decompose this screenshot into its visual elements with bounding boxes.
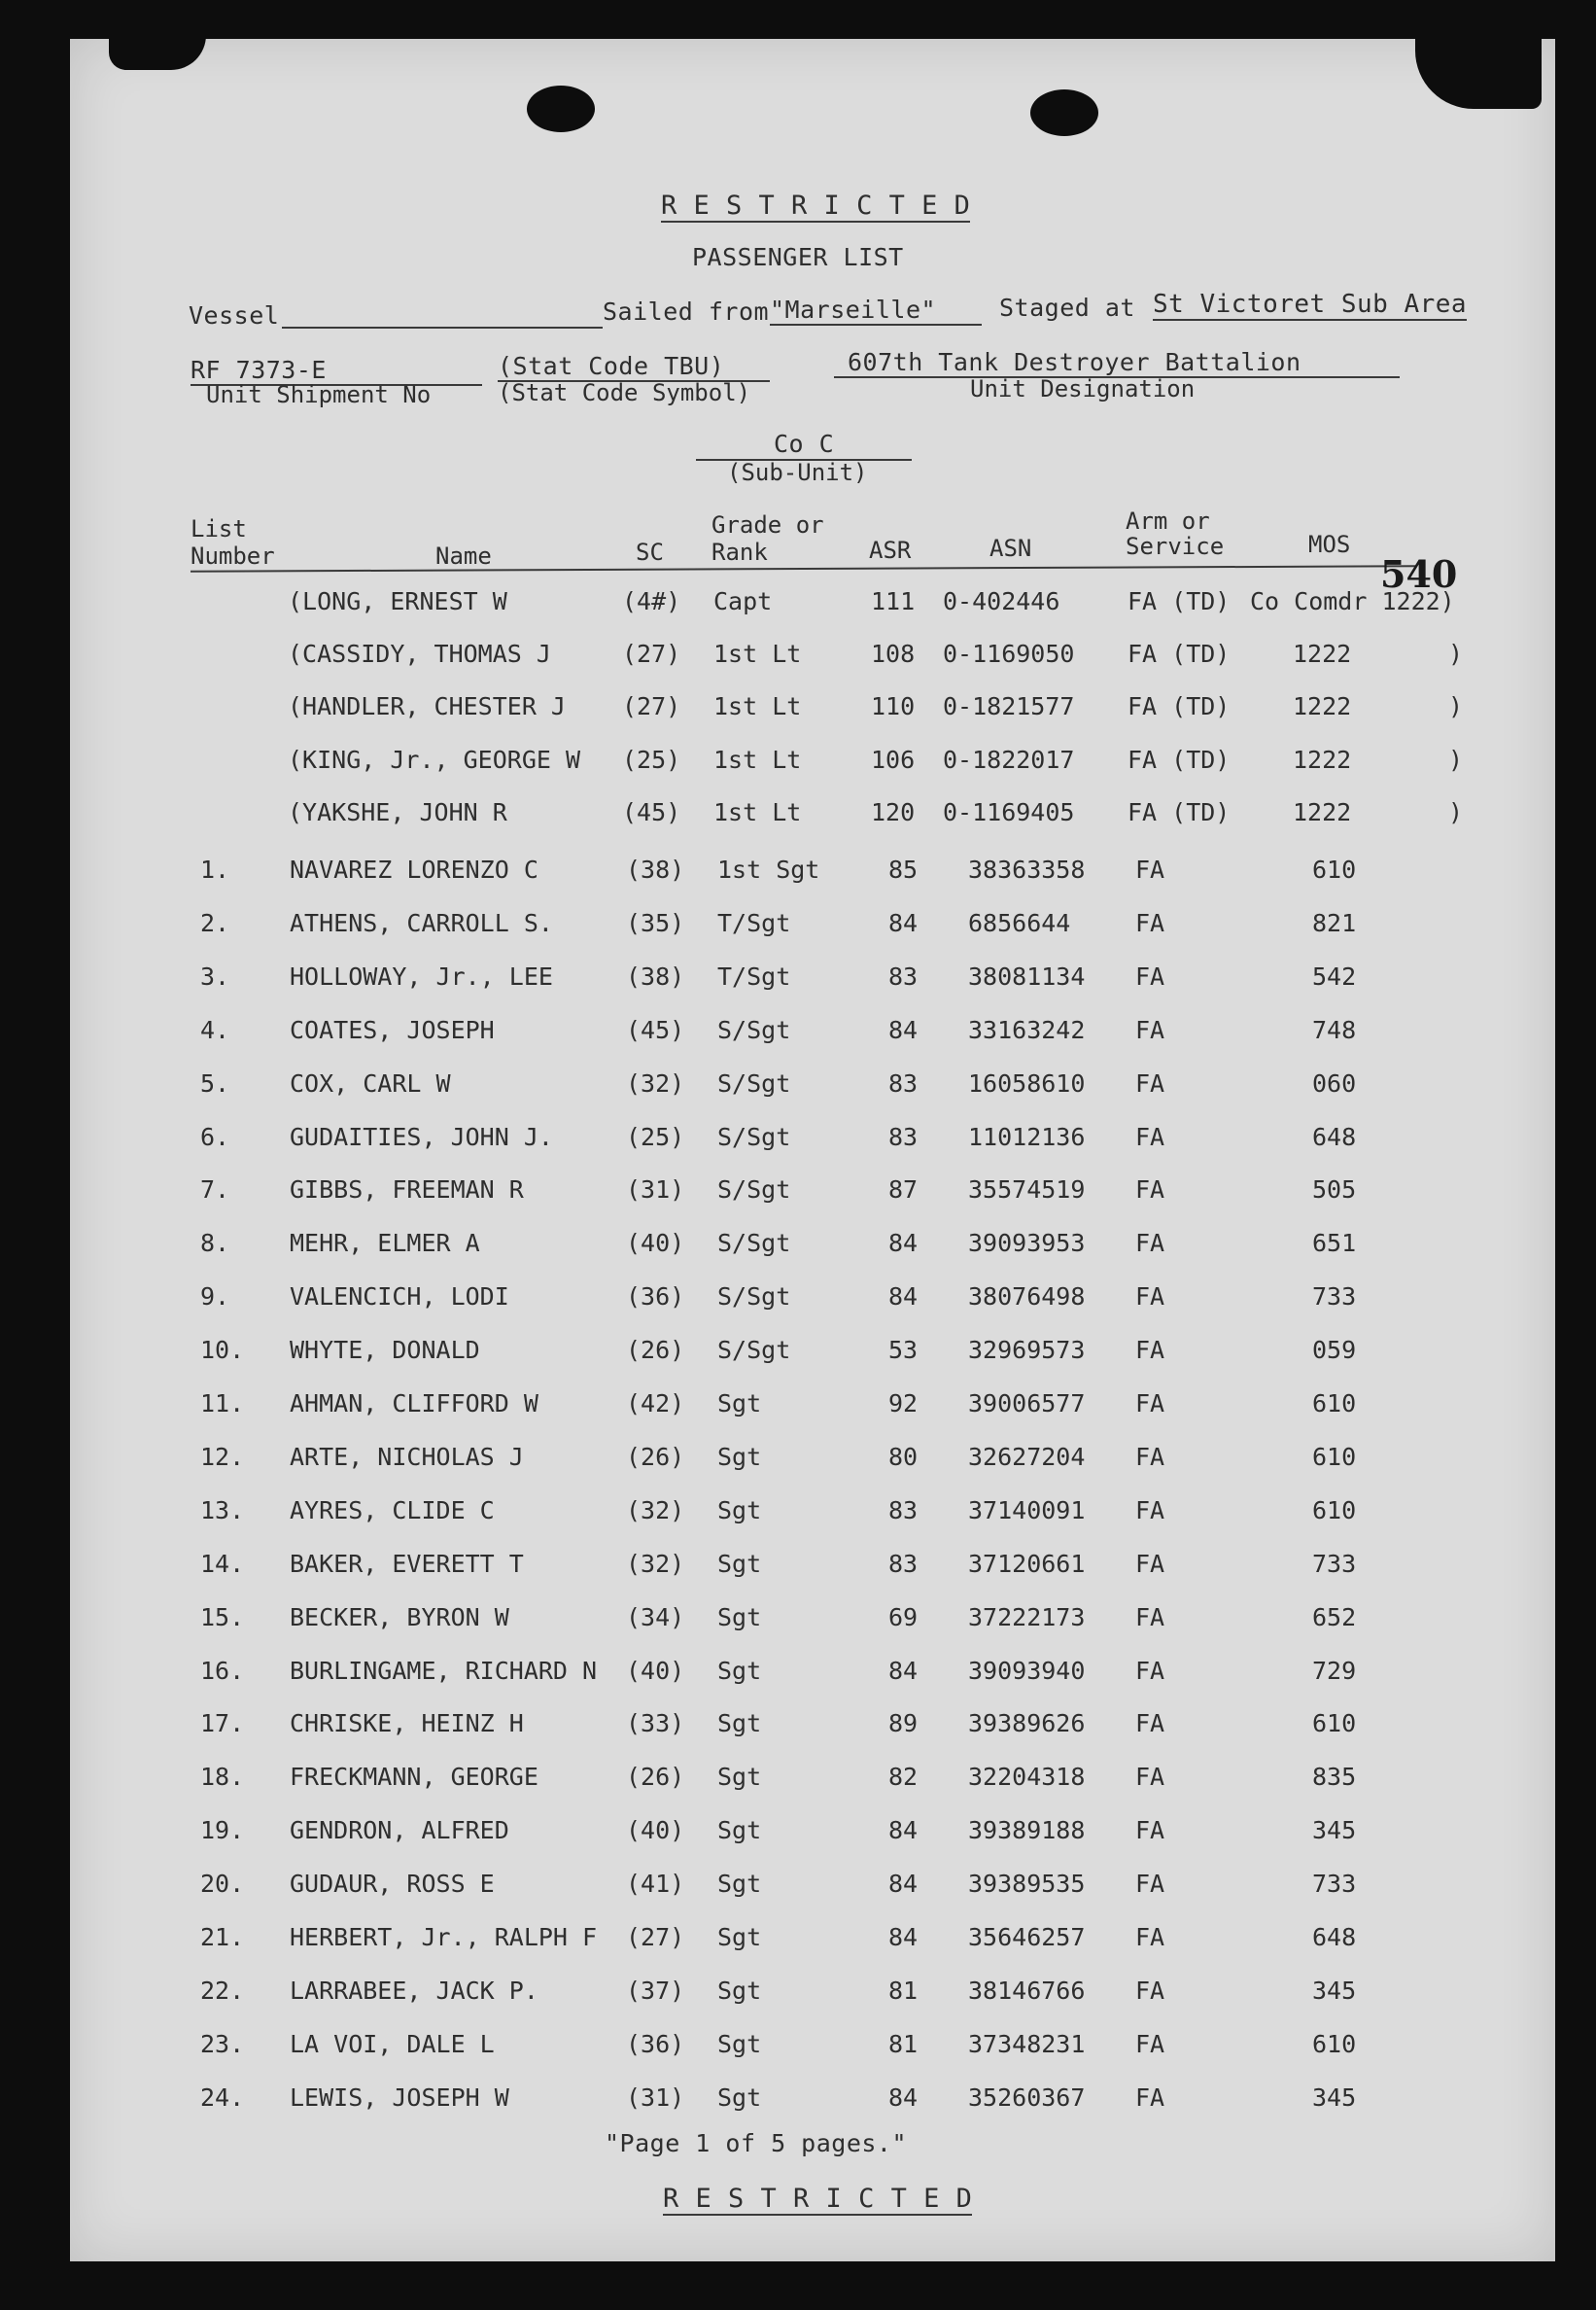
arm-cell: FA: [1135, 1389, 1165, 1418]
sc-cell: (27): [622, 640, 681, 668]
asn-cell: 37120661: [968, 1549, 1086, 1578]
officer-row: [0, 746, 1596, 785]
table-row: [0, 1763, 1596, 1802]
list-number-cell: 11.: [200, 1389, 245, 1418]
mos-cell: 060: [1312, 1068, 1357, 1098]
table-row: [0, 1175, 1596, 1214]
asr-cell: 110: [871, 692, 916, 720]
mos-cell: 733: [1312, 1549, 1357, 1578]
stat-code-label: (Stat Code Symbol): [498, 379, 751, 406]
asn-cell: 37140091: [968, 1495, 1086, 1524]
asn-cell: 39093953: [968, 1229, 1086, 1258]
col-grade-1: Grade or: [711, 511, 824, 539]
bracket-mark: ): [1448, 640, 1464, 668]
asr-cell: 84: [888, 1656, 919, 1685]
rank-cell: Sgt: [717, 1976, 762, 2005]
sub-unit: Co C: [774, 430, 835, 458]
rank-cell: Sgt: [717, 1763, 762, 1792]
asn-cell: 35646257: [968, 1923, 1086, 1951]
sc-cell: (38): [626, 856, 685, 884]
list-number-cell: 16.: [200, 1656, 245, 1685]
arm-cell: FA: [1135, 2029, 1165, 2058]
arm-cell: FA (TD): [1128, 640, 1231, 668]
asr-cell: 87: [888, 1175, 919, 1205]
rank-cell: Sgt: [717, 1495, 762, 1524]
sc-cell: (31): [626, 2082, 685, 2112]
list-number-cell: 13.: [200, 1495, 245, 1524]
rank-cell: S/Sgt: [717, 1336, 791, 1365]
sailed-from-label: Sailed from: [603, 298, 770, 326]
table-row: [0, 962, 1596, 1001]
sc-cell: (25): [622, 746, 681, 774]
sc-cell: (27): [626, 1923, 685, 1951]
arm-cell: FA: [1135, 1709, 1165, 1738]
asn-cell: 39389535: [968, 1870, 1086, 1899]
sc-cell: (45): [622, 798, 681, 826]
table-row: [0, 909, 1596, 948]
name-cell: (YAKSHE, JOHN R: [288, 798, 507, 826]
col-asn: ASN: [989, 535, 1032, 562]
bracket-mark: ): [1448, 692, 1464, 720]
unit-shipment-number: RF 7373-E: [191, 356, 482, 386]
staged-at-value: St Victoret Sub Area: [1153, 290, 1468, 319]
arm-cell: FA: [1135, 856, 1165, 884]
asn-cell: 38363358: [968, 856, 1086, 884]
sc-cell: (38): [626, 962, 685, 991]
col-asr: ASR: [869, 537, 912, 564]
sc-cell: (33): [626, 1709, 685, 1738]
name-cell: BAKER, EVERETT T: [290, 1549, 524, 1578]
rank-cell: Sgt: [717, 2082, 762, 2112]
table-row: [0, 1389, 1596, 1428]
sc-cell: (32): [626, 1068, 685, 1098]
arm-cell: FA: [1135, 1976, 1165, 2005]
arm-cell: FA: [1135, 1175, 1165, 1205]
asr-cell: 92: [888, 1389, 919, 1418]
asr-cell: 83: [888, 1122, 919, 1151]
list-number-cell: 19.: [200, 1816, 245, 1845]
name-cell: GENDRON, ALFRED: [290, 1816, 509, 1845]
arm-cell: FA: [1135, 1442, 1165, 1471]
mos-cell: 821: [1312, 908, 1357, 937]
mos-cell: 733: [1312, 1870, 1357, 1899]
asn-cell: 38146766: [968, 1976, 1086, 2005]
list-number-cell: 12.: [200, 1442, 245, 1471]
col-grade-2: Rank: [711, 539, 768, 566]
officer-row: [0, 640, 1596, 679]
mos-cell: 610: [1312, 1495, 1357, 1524]
sc-cell: (41): [626, 1870, 685, 1899]
list-number-cell: 2.: [200, 908, 230, 937]
arm-cell: FA (TD): [1128, 798, 1231, 826]
asr-cell: 84: [888, 908, 919, 937]
list-number-cell: 4.: [200, 1015, 230, 1044]
name-cell: (LONG, ERNEST W: [288, 587, 507, 615]
asn-cell: 32627204: [968, 1442, 1086, 1471]
sc-cell: (31): [626, 1175, 685, 1205]
asr-cell: 111: [871, 587, 916, 615]
asn-cell: 0-1821577: [943, 692, 1075, 720]
officer-row: [0, 798, 1596, 837]
mos-cell: 345: [1312, 2082, 1357, 2112]
asr-cell: 83: [888, 1549, 919, 1578]
officer-row: [0, 587, 1596, 626]
mos-cell: 345: [1312, 1976, 1357, 2005]
list-number-cell: 5.: [200, 1068, 230, 1098]
rank-cell: Sgt: [717, 1870, 762, 1899]
asn-cell: 39389626: [968, 1709, 1086, 1738]
sc-cell: (40): [626, 1816, 685, 1845]
name-cell: HOLLOWAY, Jr., LEE: [290, 962, 553, 991]
sc-cell: (35): [626, 908, 685, 937]
asr-cell: 83: [888, 962, 919, 991]
name-cell: GUDAUR, ROSS E: [290, 1870, 495, 1899]
sc-cell: (32): [626, 1495, 685, 1524]
asr-cell: 89: [888, 1709, 919, 1738]
rank-cell: 1st Sgt: [717, 856, 820, 884]
rank-cell: Sgt: [717, 1602, 762, 1631]
name-cell: GUDAITIES, JOHN J.: [290, 1122, 553, 1151]
mos-cell: 610: [1312, 1389, 1357, 1418]
punch-hole-right: [1030, 89, 1098, 136]
mos-cell: 1222: [1293, 746, 1352, 774]
name-cell: BURLINGAME, RICHARD N: [290, 1656, 598, 1685]
rank-cell: S/Sgt: [717, 1015, 791, 1044]
asr-cell: 84: [888, 2082, 919, 2112]
list-number-cell: 22.: [200, 1976, 245, 2005]
asn-cell: 0-402446: [943, 587, 1060, 615]
asn-cell: 6856644: [968, 908, 1071, 937]
sc-cell: (34): [626, 1602, 685, 1631]
sc-cell: (37): [626, 1976, 685, 2005]
table-row: [0, 1977, 1596, 2015]
mos-cell: 059: [1312, 1336, 1357, 1365]
sc-cell: (36): [626, 1282, 685, 1312]
col-list-number-2: Number: [191, 542, 275, 570]
list-number-cell: 9.: [200, 1282, 230, 1312]
mos-cell: 505: [1312, 1175, 1357, 1205]
asn-cell: 38081134: [968, 962, 1086, 991]
vessel-blank: [282, 327, 603, 329]
list-number-cell: 17.: [200, 1709, 245, 1738]
mos-cell: 748: [1312, 1015, 1357, 1044]
arm-cell: FA: [1135, 1282, 1165, 1312]
staged-at-label: Staged at: [999, 294, 1135, 322]
table-row: [0, 1870, 1596, 1908]
name-cell: ATHENS, CARROLL S.: [290, 908, 553, 937]
mos-cell: 733: [1312, 1282, 1357, 1312]
asn-cell: 38076498: [968, 1282, 1086, 1312]
asr-cell: 83: [888, 1068, 919, 1098]
sailed-from-value: "Marseille": [770, 296, 982, 326]
rank-cell: Capt: [713, 587, 773, 615]
list-number-cell: 21.: [200, 1923, 245, 1951]
table-row: [0, 1550, 1596, 1589]
list-number-cell: 6.: [200, 1122, 230, 1151]
sc-cell: (26): [626, 1442, 685, 1471]
asr-cell: 53: [888, 1336, 919, 1365]
name-cell: FRECKMANN, GEORGE: [290, 1763, 538, 1792]
mos-cell: 610: [1312, 1709, 1357, 1738]
sc-cell: (32): [626, 1549, 685, 1578]
asr-cell: 120: [871, 798, 916, 826]
table-row: [0, 2030, 1596, 2069]
sc-cell: (40): [626, 1656, 685, 1685]
mos-cell: 1222: [1293, 692, 1352, 720]
arm-cell: FA: [1135, 1336, 1165, 1365]
table-row: [0, 1709, 1596, 1748]
arm-cell: FA: [1135, 1602, 1165, 1631]
punch-hole-left: [527, 86, 595, 132]
asr-cell: 84: [888, 1870, 919, 1899]
mos-cell: 345: [1312, 1816, 1357, 1845]
sc-cell: (42): [626, 1389, 685, 1418]
name-cell: BECKER, BYRON W: [290, 1602, 509, 1631]
mos-cell: 648: [1312, 1923, 1357, 1951]
name-cell: MEHR, ELMER A: [290, 1229, 480, 1258]
asr-cell: 81: [888, 1976, 919, 2005]
list-number-cell: 8.: [200, 1229, 230, 1258]
list-number-cell: 14.: [200, 1549, 245, 1578]
asn-cell: 39006577: [968, 1389, 1086, 1418]
name-cell: NAVAREZ LORENZO C: [290, 856, 538, 884]
asn-cell: 37222173: [968, 1602, 1086, 1631]
arm-cell: FA: [1135, 1870, 1165, 1899]
asn-cell: 0-1822017: [943, 746, 1075, 774]
name-cell: COX, CARL W: [290, 1068, 451, 1098]
sc-cell: (27): [622, 692, 681, 720]
rank-cell: S/Sgt: [717, 1122, 791, 1151]
officer-row: [0, 692, 1596, 731]
asn-cell: 33163242: [968, 1015, 1086, 1044]
asn-cell: 16058610: [968, 1068, 1086, 1098]
list-number-cell: 10.: [200, 1336, 245, 1365]
rank-cell: S/Sgt: [717, 1229, 791, 1258]
asn-cell: 37348231: [968, 2029, 1086, 2058]
mos-cell: 542: [1312, 962, 1357, 991]
asn-cell: 32204318: [968, 1763, 1086, 1792]
rank-cell: 1st Lt: [713, 692, 802, 720]
asr-cell: 69: [888, 1602, 919, 1631]
rank-cell: T/Sgt: [717, 962, 791, 991]
asn-cell: 0-1169050: [943, 640, 1075, 668]
table-row: [0, 1496, 1596, 1535]
arm-cell: FA (TD): [1128, 746, 1231, 774]
name-cell: CHRISKE, HEINZ H: [290, 1709, 524, 1738]
sc-cell: (36): [626, 2029, 685, 2058]
asr-cell: 84: [888, 1816, 919, 1845]
table-row: [0, 1923, 1596, 1962]
col-mos: MOS: [1308, 531, 1351, 558]
list-number-cell: 18.: [200, 1763, 245, 1792]
vessel-label: Vessel: [189, 301, 280, 330]
arm-cell: FA: [1135, 1068, 1165, 1098]
col-name: Name: [435, 542, 492, 570]
asn-cell: 0-1169405: [943, 798, 1075, 826]
mos-cell: 835: [1312, 1763, 1357, 1792]
rank-cell: 1st Lt: [713, 798, 802, 826]
rank-cell: Sgt: [717, 1389, 762, 1418]
list-number-cell: 1.: [200, 856, 230, 884]
rank-cell: 1st Lt: [713, 746, 802, 774]
asr-cell: 84: [888, 1923, 919, 1951]
list-number-cell: 23.: [200, 2029, 245, 2058]
page-count: "Page 1 of 5 pages.": [605, 2129, 908, 2157]
rank-cell: Sgt: [717, 1549, 762, 1578]
table-row: [0, 1336, 1596, 1375]
rank-cell: 1st Lt: [713, 640, 802, 668]
table-row: [0, 1443, 1596, 1482]
mos-cell: 1222: [1293, 798, 1352, 826]
arm-cell: FA: [1135, 962, 1165, 991]
col-list-number-1: List: [191, 515, 247, 542]
arm-cell: FA: [1135, 1015, 1165, 1044]
bracket-mark: ): [1448, 798, 1464, 826]
name-cell: LA VOI, DALE L: [290, 2029, 495, 2058]
name-cell: COATES, JOSEPH: [290, 1015, 495, 1044]
sc-cell: (40): [626, 1229, 685, 1258]
list-number-cell: 24.: [200, 2082, 245, 2112]
asn-cell: 35574519: [968, 1175, 1086, 1205]
table-row: [0, 1816, 1596, 1855]
name-cell: VALENCICH, LODI: [290, 1282, 509, 1312]
mos-cell: 610: [1312, 1442, 1357, 1471]
arm-cell: FA (TD): [1128, 587, 1231, 615]
arm-cell: FA: [1135, 1763, 1165, 1792]
table-row: [0, 1016, 1596, 1055]
asr-cell: 84: [888, 1229, 919, 1258]
document-title: PASSENGER LIST: [692, 243, 904, 271]
asr-cell: 108: [871, 640, 916, 668]
asn-cell: 11012136: [968, 1122, 1086, 1151]
list-number-cell: 3.: [200, 962, 230, 991]
restricted-footer: R E S T R I C T E D: [663, 2184, 973, 2214]
list-number-cell: 7.: [200, 1175, 230, 1205]
mos-cell: 729: [1312, 1656, 1357, 1685]
bracket-mark: ): [1448, 746, 1464, 774]
name-cell: (CASSIDY, THOMAS J: [288, 640, 551, 668]
sc-cell: (4#): [622, 587, 681, 615]
arm-cell: FA: [1135, 1549, 1165, 1578]
name-cell: (HANDLER, CHESTER J: [288, 692, 566, 720]
unit-designation-label: Unit Designation: [970, 375, 1196, 402]
name-cell: LARRABEE, JACK P.: [290, 1976, 538, 2005]
sc-cell: (45): [626, 1015, 685, 1044]
name-cell: ARTE, NICHOLAS J: [290, 1442, 524, 1471]
table-row: [0, 1229, 1596, 1268]
asr-cell: 80: [888, 1442, 919, 1471]
restricted-heading: R E S T R I C T E D: [661, 191, 971, 221]
mos-cell: 610: [1312, 2029, 1357, 2058]
rank-cell: Sgt: [717, 2029, 762, 2058]
name-cell: HERBERT, Jr., RALPH F: [290, 1923, 598, 1951]
list-number-cell: 20.: [200, 1870, 245, 1899]
stat-code: (Stat Code TBU): [498, 352, 770, 382]
table-row: [0, 856, 1596, 894]
col-arm-1: Arm or: [1126, 508, 1210, 535]
mos-cell: 651: [1312, 1229, 1357, 1258]
sub-unit-label: (Sub-Unit): [727, 459, 868, 486]
table-row: [0, 1123, 1596, 1162]
name-cell: (KING, Jr., GEORGE W: [288, 746, 581, 774]
mos-cell: 1222: [1293, 640, 1352, 668]
asr-cell: 83: [888, 1495, 919, 1524]
table-row: [0, 2083, 1596, 2122]
arm-cell: FA (TD): [1128, 692, 1231, 720]
col-sc: SC: [636, 539, 664, 566]
page-stamp-number: 540: [1380, 552, 1458, 596]
asr-cell: 81: [888, 2029, 919, 2058]
asn-cell: 39389188: [968, 1816, 1086, 1845]
table-row: [0, 1657, 1596, 1696]
asr-cell: 82: [888, 1763, 919, 1792]
asn-cell: 39093940: [968, 1656, 1086, 1685]
rank-cell: Sgt: [717, 1816, 762, 1845]
rank-cell: S/Sgt: [717, 1282, 791, 1312]
asr-cell: 84: [888, 1015, 919, 1044]
mos-cell: 648: [1312, 1122, 1357, 1151]
unit-designation: 607th Tank Destroyer Battalion: [834, 348, 1400, 378]
list-number-cell: 15.: [200, 1602, 245, 1631]
name-cell: AHMAN, CLIFFORD W: [290, 1389, 538, 1418]
arm-cell: FA: [1135, 1816, 1165, 1845]
arm-cell: FA: [1135, 1229, 1165, 1258]
mos-cell: 610: [1312, 856, 1357, 884]
arm-cell: FA: [1135, 1122, 1165, 1151]
table-row: [0, 1069, 1596, 1108]
asr-cell: 85: [888, 856, 919, 884]
sc-cell: (26): [626, 1336, 685, 1365]
asn-cell: 32969573: [968, 1336, 1086, 1365]
rank-cell: Sgt: [717, 1923, 762, 1951]
rank-cell: T/Sgt: [717, 908, 791, 937]
table-row: [0, 1282, 1596, 1321]
rank-cell: S/Sgt: [717, 1068, 791, 1098]
mos-cell: Co Comdr 1222): [1250, 587, 1455, 615]
asr-cell: 84: [888, 1282, 919, 1312]
asn-cell: 35260367: [968, 2082, 1086, 2112]
name-cell: GIBBS, FREEMAN R: [290, 1175, 524, 1205]
sc-cell: (25): [626, 1122, 685, 1151]
table-row: [0, 1603, 1596, 1642]
arm-cell: FA: [1135, 908, 1165, 937]
rank-cell: S/Sgt: [717, 1175, 791, 1205]
arm-cell: FA: [1135, 1656, 1165, 1685]
asr-cell: 106: [871, 746, 916, 774]
arm-cell: FA: [1135, 1495, 1165, 1524]
mos-cell: 652: [1312, 1602, 1357, 1631]
rank-cell: Sgt: [717, 1709, 762, 1738]
arm-cell: FA: [1135, 1923, 1165, 1951]
rank-cell: Sgt: [717, 1656, 762, 1685]
arm-cell: FA: [1135, 2082, 1165, 2112]
unit-shipment-label: Unit Shipment No: [206, 381, 432, 408]
name-cell: LEWIS, JOSEPH W: [290, 2082, 509, 2112]
name-cell: AYRES, CLIDE C: [290, 1495, 495, 1524]
name-cell: WHYTE, DONALD: [290, 1336, 480, 1365]
sc-cell: (26): [626, 1763, 685, 1792]
rank-cell: Sgt: [717, 1442, 762, 1471]
col-arm-2: Service: [1126, 533, 1225, 560]
